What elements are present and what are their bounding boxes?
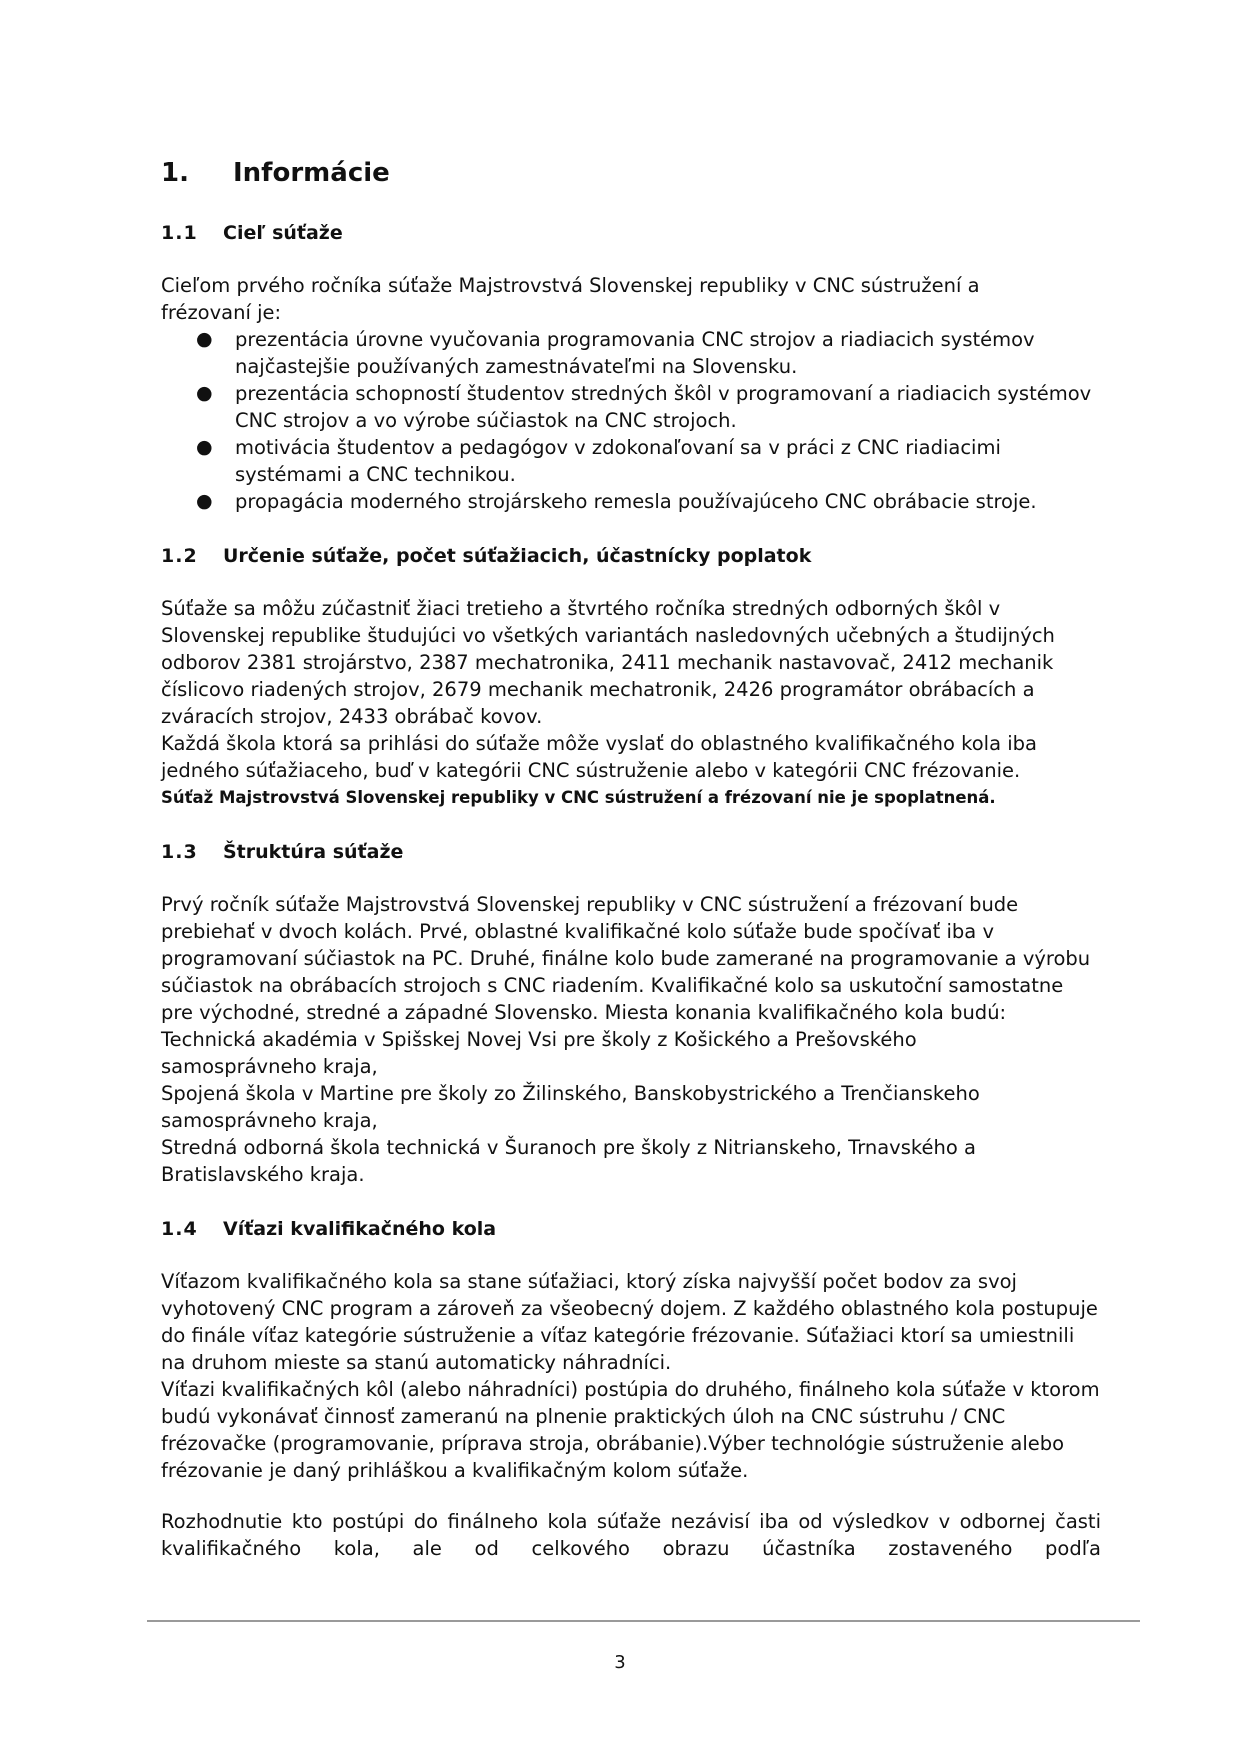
bullet-icon: ●	[196, 328, 213, 350]
section-paragraph: Súťaže sa môžu zúčastniť žiaci tretieho a štvrtého ročníka stredných odborných škôl v Slovenskej republike študujúci vo všetkých variantách nasledovných učebných a študijných odborov 2381 strojárstvo, 2387 mechatronika, 2411 mechanik nastavovač, 2412 mechanik číslicovo riadených strojov, 2679 mechanik mechatronik, 2426 programátor obrábacích a zváracích strojov, 2433 obrábač kovov.	[161, 597, 1055, 728]
venue-line: Stredná odborná škola technická v Šuranoch pre školy z Nitrianskeho, Trnavského a Bratislavského kraja.	[161, 1136, 976, 1186]
venue-line: Spojená škola v Martine pre školy zo Žilinského, Banskobystrického a Trenčianskeho samosprávneho kraja,	[161, 1082, 980, 1132]
section-number: 1.3	[161, 841, 198, 863]
venue-line: Technická akadémia v Spišskej Novej Vsi pre školy z Košického a Prešovského samosprávneho kraja,	[161, 1028, 917, 1078]
section-paragraph: Každá škola ktorá sa prihlási do súťaže môže vyslať do oblastného kvalifikačného kola iba jedného súťažiaceho, buď v kategórii CNC sústruženie alebo v kategórii CNC frézovanie.	[161, 732, 1037, 782]
list-item-text: motivácia študentov a pedagógov v zdokonaľovaní sa v práci z CNC riadiacimi systémami a CNC technikou.	[235, 436, 1001, 486]
section-title: Víťazi kvalifikačného kola	[223, 1218, 497, 1240]
chapter-heading	[161, 158, 1101, 188]
list-item	[161, 326, 1101, 380]
section-paragraph: Prvý ročník súťaže Majstrovstvá Slovenskej republiky v CNC sústružení a frézovaní bude prebiehať v dvoch kolách. Prvé, oblastné kvalifikačné kolo súťaže bude spočívať iba v programovaní súčiastok na PC. Druhé, finálne kolo bude zamerané na programovanie a výrobu súčiastok na obrábacích strojoch s CNC riadením. Kvalifikačné kolo sa uskutoční samostatne pre východné, stredné a západné Slovensko. Miesta konania kvalifikačného kola budú:	[161, 893, 1091, 1024]
bullet-icon: ●	[196, 382, 213, 404]
chapter-number: 1.	[161, 158, 189, 188]
bullet-list	[161, 326, 1101, 515]
list-item-text: prezentácia úrovne vyučovania programovania CNC strojov a riadiacich systémov najčastejšie používaných zamestnávateľmi na Slovensku.	[235, 328, 1035, 378]
list-item	[161, 488, 1101, 515]
section-1-4	[161, 1218, 1101, 1562]
chapter-title: Informácie	[233, 158, 390, 188]
section-paragraph: Rozhodnutie kto postúpi do finálneho kola súťaže nezávisí iba od výsledkov v odbornej časti kvalifikačného kola, ale od celkového obrazu účastníka zostaveného podľa	[161, 1510, 1101, 1560]
bullet-icon: ●	[196, 436, 213, 458]
list-item	[161, 380, 1101, 434]
section-number: 1.1	[161, 222, 198, 244]
section-1-1	[161, 222, 1101, 515]
section-title: Určenie súťaže, počet súťažiacich, účastnícky poplatok	[223, 545, 812, 567]
bullet-icon: ●	[196, 490, 213, 512]
list-item	[161, 434, 1101, 488]
section-paragraph: Víťazi kvalifikačných kôl (alebo náhradníci) postúpia do druhého, finálneho kola súťaže v ktorom budú vykonávať činnosť zameranú na plnenie praktických úloh na CNC sústruhu / CNC frézovačke (programovanie, príprava stroja, obrábanie).Výber technológie sústruženie alebo frézovanie je daný prihláškou a kvalifikačným kolom súťaže.	[161, 1378, 1100, 1482]
fee-note: Súťaž Majstrovstvá Slovenskej republiky v CNC sústružení a frézovaní nie je spoplatnená.	[161, 788, 996, 807]
section-number: 1.4	[161, 1218, 198, 1240]
section-1-2	[161, 545, 1101, 811]
page-content	[161, 158, 1101, 1586]
footer-divider	[147, 1620, 1140, 1622]
section-heading	[161, 545, 1101, 567]
section-heading	[161, 841, 1101, 863]
section-number: 1.2	[161, 545, 198, 567]
section-title: Štruktúra súťaže	[223, 841, 404, 863]
section-title: Cieľ súťaže	[223, 222, 343, 244]
section-heading	[161, 1218, 1101, 1240]
section-heading	[161, 222, 1101, 244]
page-number: 3	[614, 1652, 626, 1673]
list-item-text: prezentácia schopností študentov stredných škôl v programovaní a riadiacich systémov CNC strojov a vo výrobe súčiastok na CNC strojoch.	[235, 382, 1092, 432]
list-item-text: propagácia moderného strojárskeho remesla používajúceho CNC obrábacie stroje.	[235, 490, 1037, 513]
paragraph-spacer	[161, 1484, 1101, 1508]
section-paragraph: Cieľom prvého ročníka súťaže Majstrovstvá Slovenskej republiky v CNC sústružení a frézovaní je:	[161, 274, 980, 324]
section-paragraph: Víťazom kvalifikačného kola sa stane súťažiaci, ktorý získa najvyšší počet bodov za svoj vyhotovený CNC program a zároveň za všeobecný dojem. Z každého oblastného kola postupuje do finále víťaz kategórie sústruženie a víťaz kategórie frézovanie. Súťažiaci ktorí sa umiestnili na druhom mieste sa stanú automaticky náhradníci.	[161, 1270, 1098, 1374]
section-1-3	[161, 841, 1101, 1188]
